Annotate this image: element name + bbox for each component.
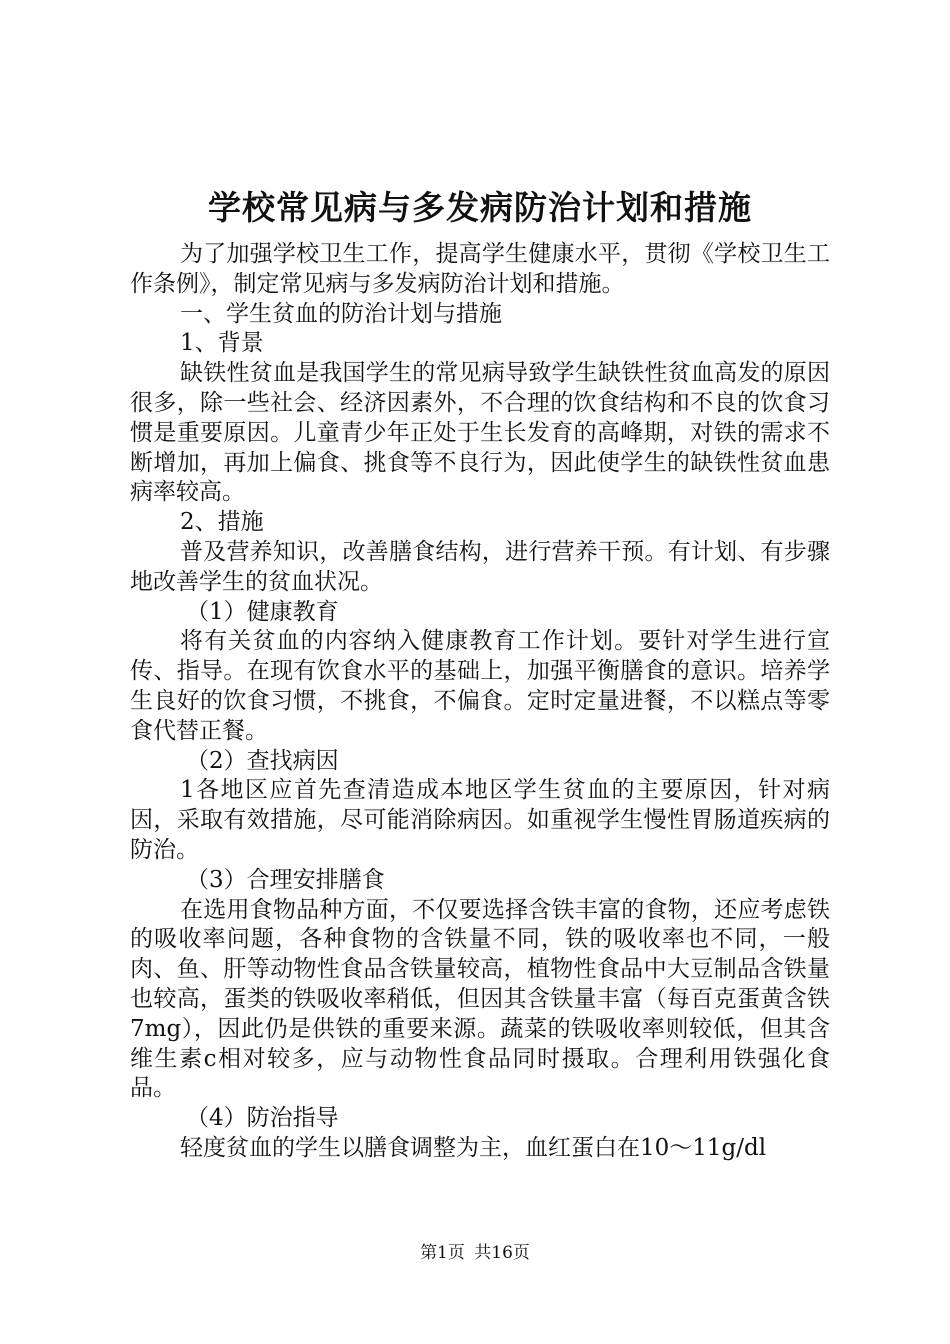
page-number: 第1页 <box>420 1243 465 1263</box>
paragraph: 1各地区应首先查清造成本地区学生贫血的主要原因，针对病因，采取有效措施，尽可能消除病因。如重视学生慢性胃肠道疾病的防治。 <box>130 777 830 863</box>
subsection-heading: 2、措施 <box>180 509 264 536</box>
document-title: 学校常见病与多发病防治计划和措施 <box>208 188 752 227</box>
subsection-heading: 1、背景 <box>180 330 264 357</box>
item-heading: （3）合理安排膳食 <box>186 866 385 893</box>
item-heading: （4）防治指导 <box>186 1105 339 1132</box>
document-page <box>130 186 830 1164</box>
page-footer <box>0 1242 950 1264</box>
item-heading: （1）健康教育 <box>186 598 339 625</box>
paragraph: 在选用食物品种方面，不仅要选择含铁丰富的食物，还应考虑铁的吸收率问题，各种食物的含铁量不同，铁的吸收率也不同，一般肉、鱼、肝等动物性食品含铁量较高，植物性食品中大豆制品含铁量也较高，蛋类的铁吸收率稍低，但因其含铁量丰富（每百克蛋黄含铁7mg），因此仍是供铁的重要来源。蔬菜的铁吸收率则较低，但其含维生素c相对较多，应与动物性食品同时摄取。合理利用铁强化食品。 <box>130 896 830 1102</box>
section-heading: 一、学生贫血的防治计划与措施 <box>180 300 502 327</box>
item-heading: （2）查找病因 <box>186 747 339 774</box>
document-body <box>130 240 830 1164</box>
paragraph: 为了加强学校卫生工作，提高学生健康水平，贯彻《学校卫生工作条例》，制定常见病与多发病防治计划和措施。 <box>130 241 830 297</box>
page-total: 共16页 <box>474 1243 530 1263</box>
paragraph: 缺铁性贫血是我国学生的常见病导致学生缺铁性贫血高发的原因很多，除一些社会、经济因素外，不合理的饮食结构和不良的饮食习惯是重要原因。儿童青少年正处于生长发育的高峰期，对铁的需求不断增加，再加上偏食、挑食等不良行为，因此使学生的缺铁性贫血患病率较高。 <box>130 360 830 506</box>
paragraph: 将有关贫血的内容纳入健康教育工作计划。要针对学生进行宣传、指导。在现有饮食水平的基础上，加强平衡膳食的意识。培养学生良好的饮食习惯，不挑食，不偏食。定时定量进餐，不以糕点等零食代替正餐。 <box>130 628 830 744</box>
paragraph: 普及营养知识，改善膳食结构，进行营养干预。有计划、有步骤地改善学生的贫血状况。 <box>130 538 830 595</box>
paragraph: 轻度贫血的学生以膳食调整为主，血红蛋白在10～11g/dl <box>180 1134 767 1161</box>
